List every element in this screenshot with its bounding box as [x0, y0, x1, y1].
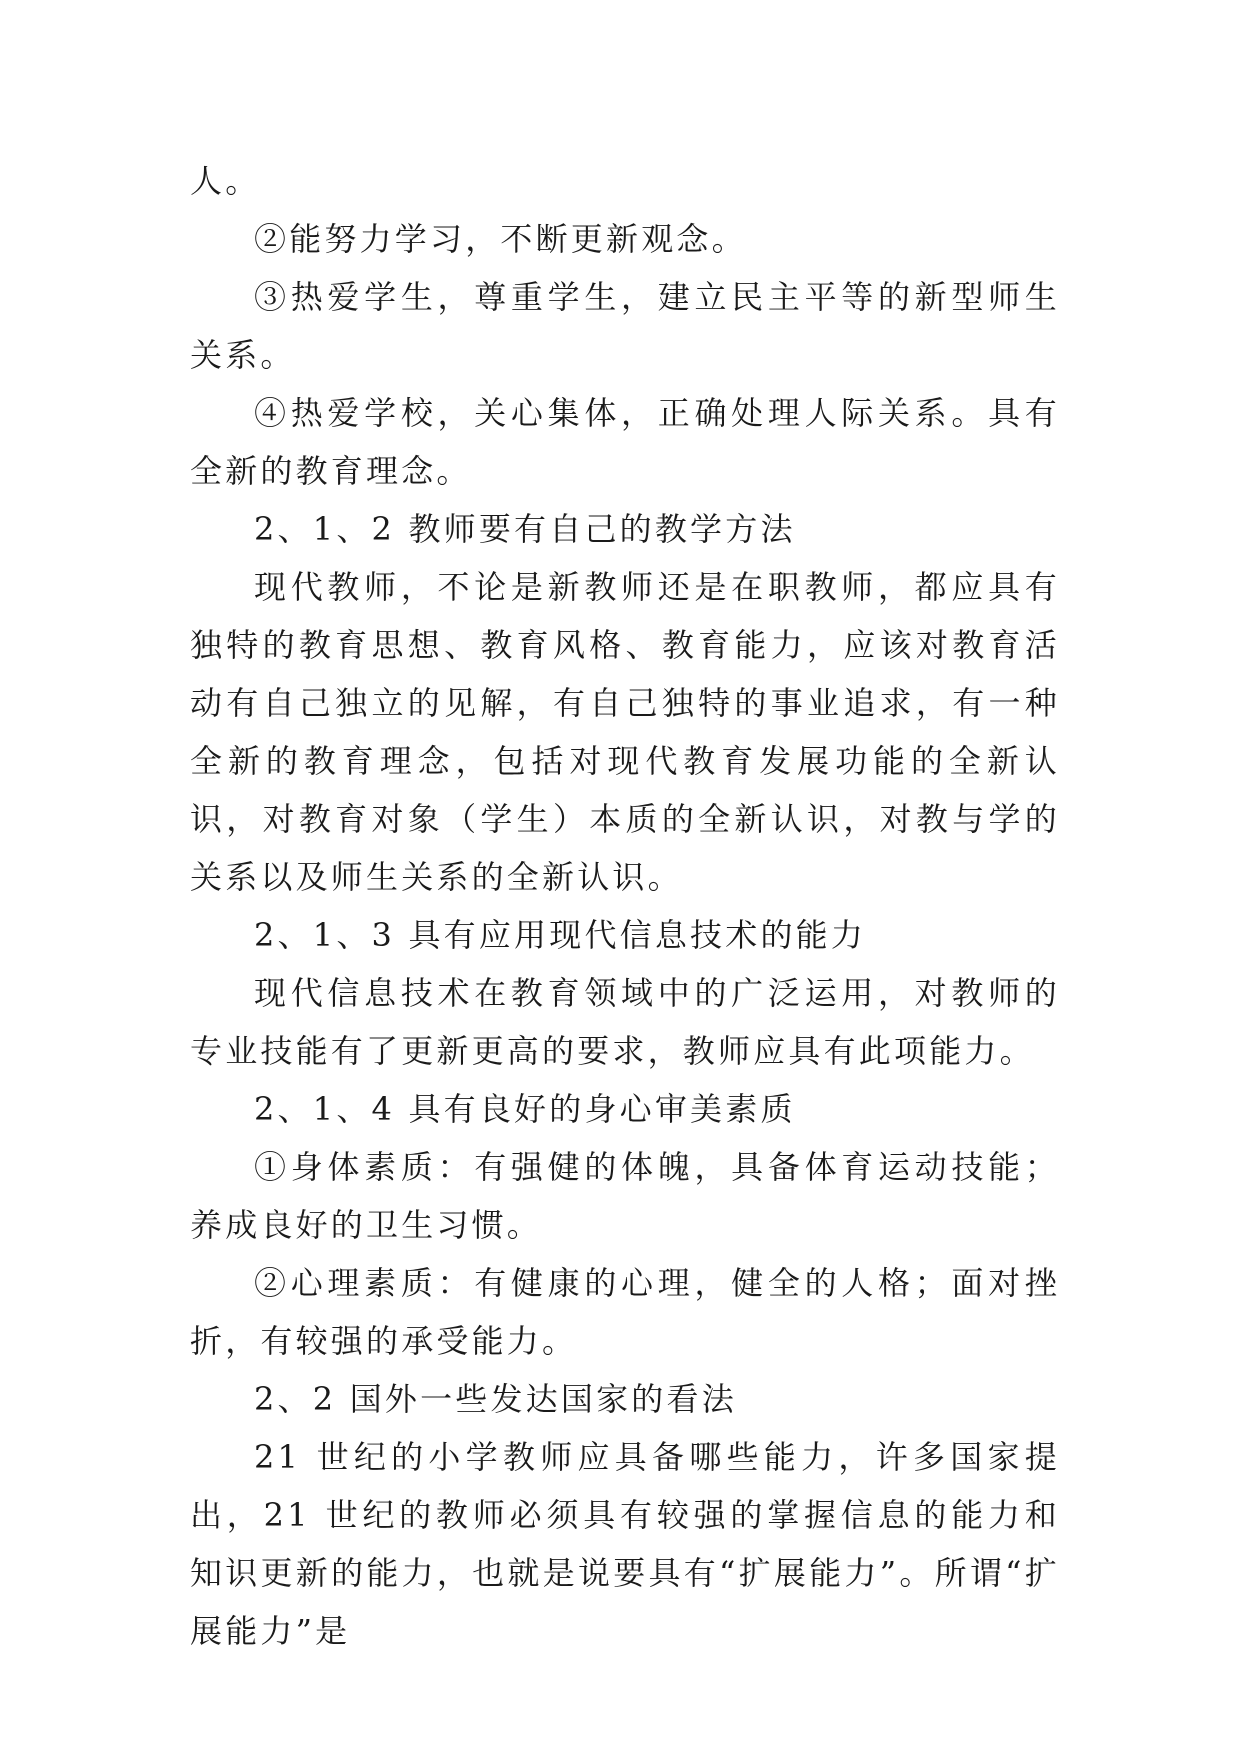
body-paragraph: 现代教师，不论是新教师还是在职教师，都应具有独特的教育思想、教育风格、教育能力，应该对教育活动有自己独立的见解，有自己独特的事业追求，有一种全新的教育理念，包括对现代教育发展功能的全新认识，对教育对象（学生）本质的全新认识，对教与学的关系以及师生关系的全新认识。 — [190, 568, 1060, 896]
paragraph-continuation: 人。 — [190, 162, 261, 200]
list-item-psychological: ②心理素质：有健康的心理，健全的人格；面对挫折，有较强的承受能力。 — [190, 1264, 1060, 1360]
section-heading-2-1-4: 2、1、4 具有良好的身心审美素质 — [254, 1090, 796, 1128]
list-item-2: ②能努力学习，不断更新观念。 — [254, 220, 747, 258]
body-paragraph: 21 世纪的小学教师应具备哪些能力，许多国家提出，21 世纪的教师必须具有较强的掌握信息的能力和知识更新的能力，也就是说要具有“扩展能力”。所谓“扩展能力”是 — [190, 1438, 1060, 1650]
body-paragraph: 现代信息技术在教育领域中的广泛运用，对教师的专业技能有了更新更高的要求，教师应具有此项能力。 — [190, 974, 1060, 1070]
document-body — [190, 152, 1060, 1660]
section-heading-2-2: 2、2 国外一些发达国家的看法 — [254, 1380, 737, 1418]
list-item-4: ④热爱学校，关心集体，正确处理人际关系。具有全新的教育理念。 — [190, 394, 1060, 490]
list-item-3: ③热爱学生，尊重学生，建立民主平等的新型师生关系。 — [190, 278, 1060, 374]
list-item-physical: ①身体素质：有强健的体魄，具备体育运动技能；养成良好的卫生习惯。 — [190, 1148, 1060, 1244]
section-heading-2-1-2: 2、1、2 教师要有自己的教学方法 — [254, 510, 796, 548]
section-heading-2-1-3: 2、1、3 具有应用现代信息技术的能力 — [254, 916, 867, 954]
